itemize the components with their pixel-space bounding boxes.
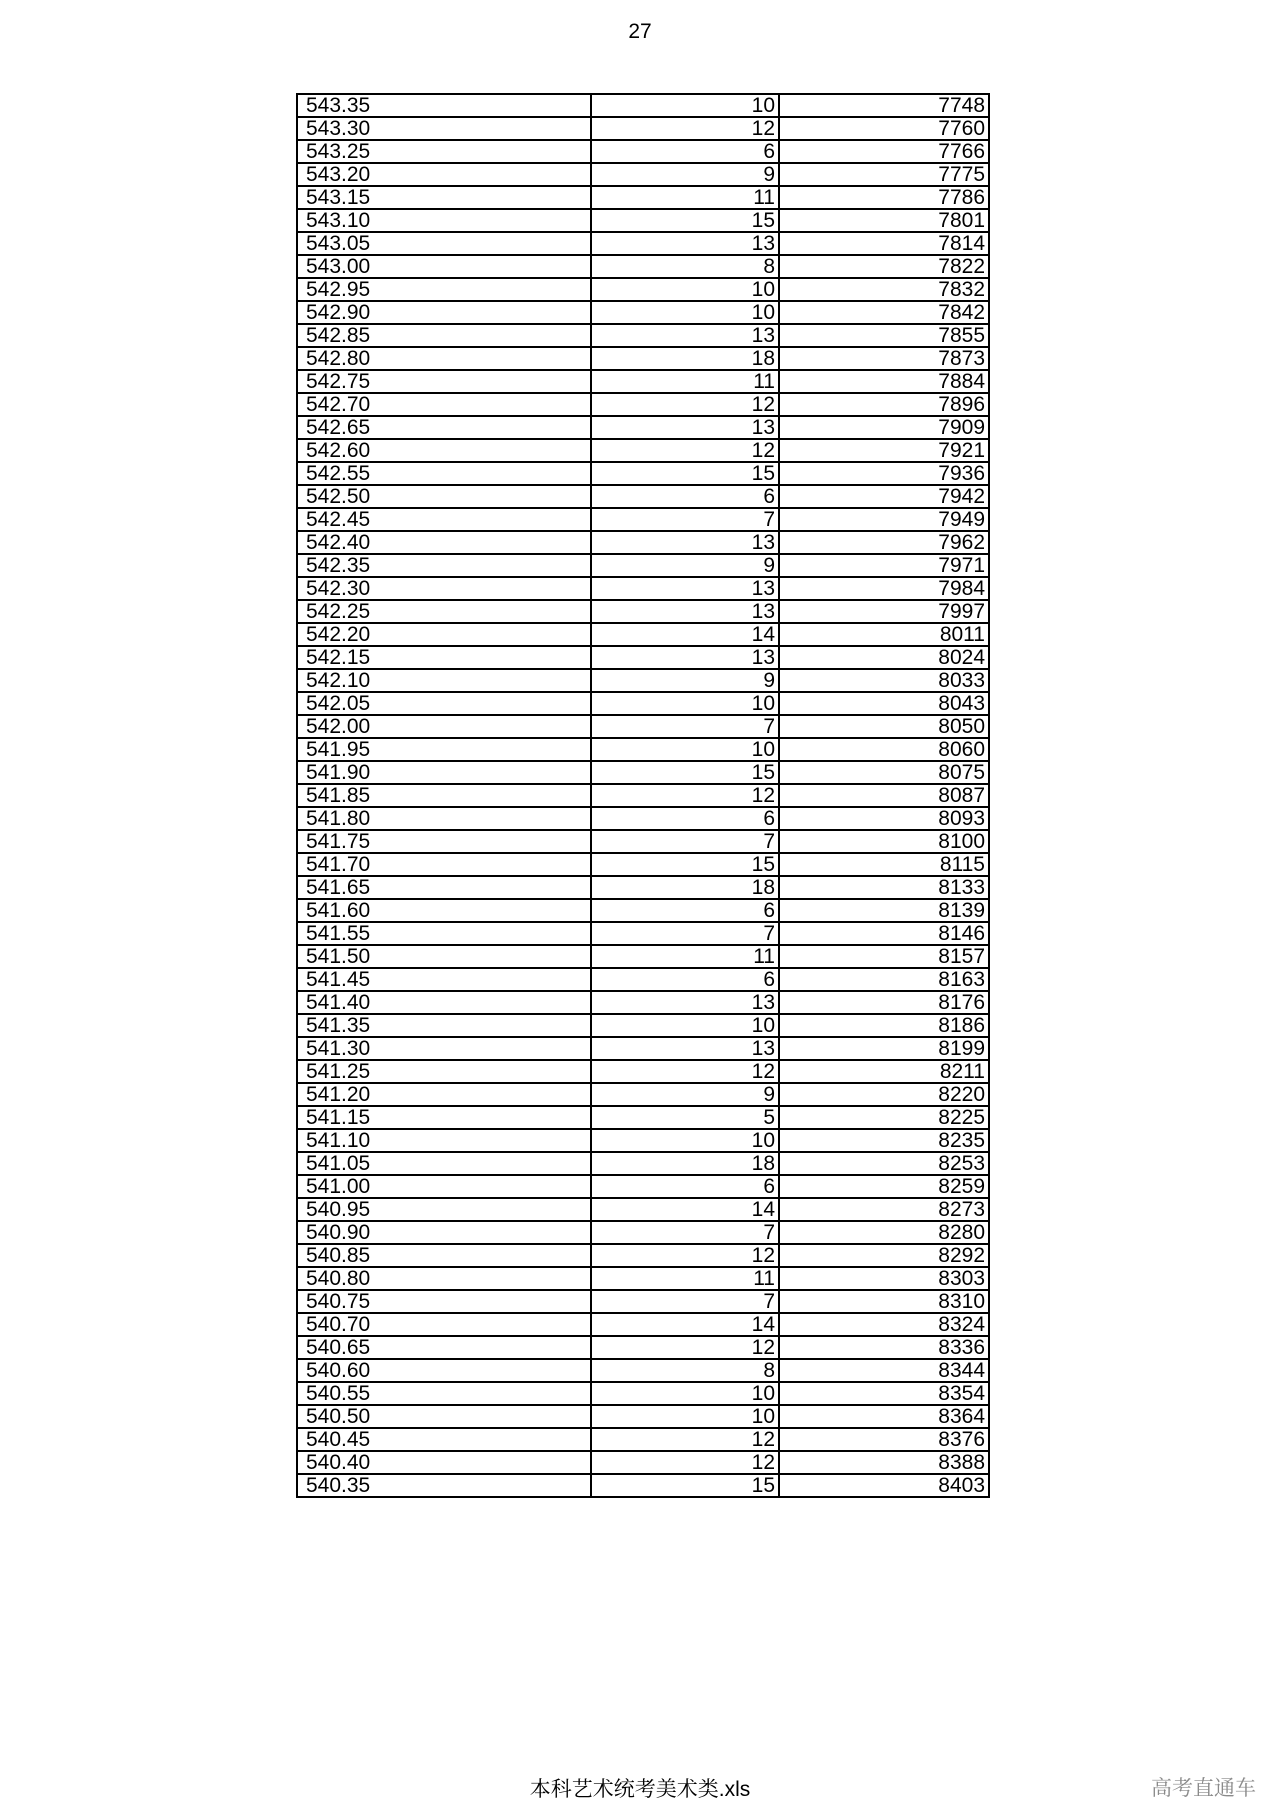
table-row: [297, 1359, 989, 1382]
cumulative-cell: 8344: [779, 1359, 989, 1382]
score-cell: 541.25: [297, 1060, 591, 1083]
cumulative-cell: 8259: [779, 1175, 989, 1198]
score-distribution-table: [296, 93, 990, 1498]
cumulative-cell: 8133: [779, 876, 989, 899]
count-cell: 10: [591, 1129, 779, 1152]
score-cell: 540.40: [297, 1451, 591, 1474]
count-cell: 12: [591, 1451, 779, 1474]
table-row: [297, 1175, 989, 1198]
cumulative-cell: 8033: [779, 669, 989, 692]
count-cell: 10: [591, 1382, 779, 1405]
table-row: [297, 255, 989, 278]
score-cell: 542.95: [297, 278, 591, 301]
cumulative-cell: 8043: [779, 692, 989, 715]
cumulative-cell: 8280: [779, 1221, 989, 1244]
count-cell: 6: [591, 485, 779, 508]
cumulative-cell: 8011: [779, 623, 989, 646]
score-cell: 541.40: [297, 991, 591, 1014]
count-cell: 12: [591, 1428, 779, 1451]
table-row: [297, 646, 989, 669]
score-cell: 542.20: [297, 623, 591, 646]
cumulative-cell: 7786: [779, 186, 989, 209]
cumulative-cell: 7997: [779, 600, 989, 623]
count-cell: 11: [591, 945, 779, 968]
score-cell: 543.35: [297, 94, 591, 117]
cumulative-cell: 8093: [779, 807, 989, 830]
cumulative-cell: 8376: [779, 1428, 989, 1451]
count-cell: 13: [591, 646, 779, 669]
count-cell: 15: [591, 209, 779, 232]
table-row: [297, 807, 989, 830]
table-row: [297, 117, 989, 140]
cumulative-cell: 8324: [779, 1313, 989, 1336]
table-row: [297, 140, 989, 163]
cumulative-cell: 7949: [779, 508, 989, 531]
table-row: [297, 692, 989, 715]
count-cell: 18: [591, 347, 779, 370]
score-cell: 540.45: [297, 1428, 591, 1451]
table-row: [297, 416, 989, 439]
count-cell: 7: [591, 922, 779, 945]
count-cell: 13: [591, 324, 779, 347]
score-cell: 542.80: [297, 347, 591, 370]
table-row: [297, 232, 989, 255]
cumulative-cell: 8273: [779, 1198, 989, 1221]
table-row: [297, 945, 989, 968]
count-cell: 10: [591, 1014, 779, 1037]
table-row: [297, 186, 989, 209]
count-cell: 13: [591, 531, 779, 554]
cumulative-cell: 7936: [779, 462, 989, 485]
score-cell: 542.00: [297, 715, 591, 738]
table-row: [297, 1428, 989, 1451]
score-cell: 541.15: [297, 1106, 591, 1129]
cumulative-cell: 7984: [779, 577, 989, 600]
score-cell: 541.60: [297, 899, 591, 922]
table-row: [297, 922, 989, 945]
table-row: [297, 991, 989, 1014]
cumulative-cell: 8060: [779, 738, 989, 761]
count-cell: 11: [591, 370, 779, 393]
count-cell: 12: [591, 393, 779, 416]
cumulative-cell: 8100: [779, 830, 989, 853]
score-cell: 541.55: [297, 922, 591, 945]
cumulative-cell: 8211: [779, 1060, 989, 1083]
score-cell: 542.55: [297, 462, 591, 485]
count-cell: 12: [591, 439, 779, 462]
table-row: [297, 278, 989, 301]
score-cell: 541.45: [297, 968, 591, 991]
table-row: [297, 531, 989, 554]
table-row: [297, 1267, 989, 1290]
count-cell: 10: [591, 1405, 779, 1428]
cumulative-cell: 8139: [779, 899, 989, 922]
watermark-text: 高考直通车: [1151, 1777, 1256, 1800]
count-cell: 13: [591, 416, 779, 439]
table-row: [297, 1244, 989, 1267]
count-cell: 12: [591, 1060, 779, 1083]
table-row: [297, 209, 989, 232]
cumulative-cell: 7801: [779, 209, 989, 232]
score-cell: 542.45: [297, 508, 591, 531]
cumulative-cell: 8087: [779, 784, 989, 807]
table-row: [297, 738, 989, 761]
count-cell: 6: [591, 140, 779, 163]
cumulative-cell: 8303: [779, 1267, 989, 1290]
score-cell: 540.55: [297, 1382, 591, 1405]
score-cell: 540.75: [297, 1290, 591, 1313]
cumulative-cell: 7873: [779, 347, 989, 370]
cumulative-cell: 8292: [779, 1244, 989, 1267]
cumulative-cell: 8388: [779, 1451, 989, 1474]
count-cell: 7: [591, 508, 779, 531]
cumulative-cell: 8336: [779, 1336, 989, 1359]
count-cell: 14: [591, 1313, 779, 1336]
score-cell: 541.00: [297, 1175, 591, 1198]
count-cell: 18: [591, 876, 779, 899]
table-row: [297, 94, 989, 117]
count-cell: 13: [591, 1037, 779, 1060]
table-row: [297, 830, 989, 853]
table-row: [297, 899, 989, 922]
cumulative-cell: 8024: [779, 646, 989, 669]
cumulative-cell: 7766: [779, 140, 989, 163]
count-cell: 11: [591, 186, 779, 209]
score-cell: 542.65: [297, 416, 591, 439]
count-cell: 6: [591, 899, 779, 922]
table-row: [297, 393, 989, 416]
table-row: [297, 1152, 989, 1175]
score-cell: 542.70: [297, 393, 591, 416]
score-cell: 540.65: [297, 1336, 591, 1359]
cumulative-cell: 8403: [779, 1474, 989, 1497]
table-row: [297, 761, 989, 784]
table-row: [297, 508, 989, 531]
cumulative-cell: 8157: [779, 945, 989, 968]
score-cell: 543.00: [297, 255, 591, 278]
count-cell: 9: [591, 163, 779, 186]
cumulative-cell: 8354: [779, 1382, 989, 1405]
count-cell: 15: [591, 462, 779, 485]
page-number: 27: [628, 20, 652, 43]
cumulative-cell: 7855: [779, 324, 989, 347]
count-cell: 13: [591, 232, 779, 255]
score-cell: 543.25: [297, 140, 591, 163]
cumulative-cell: 7814: [779, 232, 989, 255]
table-row: [297, 577, 989, 600]
cumulative-cell: 8199: [779, 1037, 989, 1060]
table-row: [297, 1474, 989, 1497]
count-cell: 18: [591, 1152, 779, 1175]
score-cell: 542.10: [297, 669, 591, 692]
score-cell: 541.20: [297, 1083, 591, 1106]
cumulative-cell: 7760: [779, 117, 989, 140]
table-row: [297, 784, 989, 807]
cumulative-cell: 8075: [779, 761, 989, 784]
score-cell: 542.50: [297, 485, 591, 508]
count-cell: 8: [591, 1359, 779, 1382]
cumulative-cell: 7962: [779, 531, 989, 554]
count-cell: 10: [591, 301, 779, 324]
score-cell: 542.15: [297, 646, 591, 669]
count-cell: 11: [591, 1267, 779, 1290]
cumulative-cell: 8146: [779, 922, 989, 945]
cumulative-cell: 8225: [779, 1106, 989, 1129]
count-cell: 9: [591, 1083, 779, 1106]
table-row: [297, 485, 989, 508]
table-row: [297, 1106, 989, 1129]
score-cell: 540.95: [297, 1198, 591, 1221]
cumulative-cell: 8220: [779, 1083, 989, 1106]
count-cell: 12: [591, 117, 779, 140]
table-row: [297, 462, 989, 485]
table-row: [297, 1014, 989, 1037]
score-cell: 540.80: [297, 1267, 591, 1290]
cumulative-cell: 8163: [779, 968, 989, 991]
table-row: [297, 1405, 989, 1428]
count-cell: 5: [591, 1106, 779, 1129]
table-row: [297, 163, 989, 186]
score-cell: 542.35: [297, 554, 591, 577]
count-cell: 6: [591, 807, 779, 830]
score-cell: 541.10: [297, 1129, 591, 1152]
cumulative-cell: 7909: [779, 416, 989, 439]
table-row: [297, 669, 989, 692]
score-cell: 541.90: [297, 761, 591, 784]
score-cell: 541.05: [297, 1152, 591, 1175]
cumulative-cell: 7921: [779, 439, 989, 462]
cumulative-cell: 7896: [779, 393, 989, 416]
score-cell: 541.85: [297, 784, 591, 807]
table-row: [297, 301, 989, 324]
score-cell: 540.60: [297, 1359, 591, 1382]
count-cell: 7: [591, 830, 779, 853]
count-cell: 10: [591, 94, 779, 117]
footer-filename: 本科艺术统考美术类.xls: [529, 1778, 751, 1801]
cumulative-cell: 8115: [779, 853, 989, 876]
table-row: [297, 968, 989, 991]
score-cell: 542.90: [297, 301, 591, 324]
count-cell: 10: [591, 738, 779, 761]
count-cell: 6: [591, 1175, 779, 1198]
table-row: [297, 439, 989, 462]
count-cell: 9: [591, 554, 779, 577]
cumulative-cell: 8235: [779, 1129, 989, 1152]
count-cell: 12: [591, 1336, 779, 1359]
score-cell: 541.30: [297, 1037, 591, 1060]
score-cell: 541.35: [297, 1014, 591, 1037]
count-cell: 8: [591, 255, 779, 278]
table-row: [297, 1451, 989, 1474]
table-row: [297, 876, 989, 899]
score-cell: 542.60: [297, 439, 591, 462]
table-row: [297, 1060, 989, 1083]
table-row: [297, 1313, 989, 1336]
table-row: [297, 715, 989, 738]
score-cell: 540.85: [297, 1244, 591, 1267]
cumulative-cell: 7942: [779, 485, 989, 508]
cumulative-cell: 8176: [779, 991, 989, 1014]
count-cell: 9: [591, 669, 779, 692]
table-row: [297, 1037, 989, 1060]
count-cell: 10: [591, 692, 779, 715]
table-row: [297, 623, 989, 646]
count-cell: 7: [591, 1290, 779, 1313]
cumulative-cell: 8310: [779, 1290, 989, 1313]
table-row: [297, 324, 989, 347]
count-cell: 12: [591, 784, 779, 807]
count-cell: 7: [591, 1221, 779, 1244]
score-cell: 543.05: [297, 232, 591, 255]
count-cell: 13: [591, 600, 779, 623]
cumulative-cell: 7775: [779, 163, 989, 186]
table-row: [297, 1382, 989, 1405]
score-cell: 543.15: [297, 186, 591, 209]
score-cell: 541.75: [297, 830, 591, 853]
score-cell: 540.90: [297, 1221, 591, 1244]
count-cell: 15: [591, 853, 779, 876]
count-cell: 10: [591, 278, 779, 301]
table-row: [297, 1221, 989, 1244]
table-row: [297, 347, 989, 370]
cumulative-cell: 7842: [779, 301, 989, 324]
cumulative-cell: 8364: [779, 1405, 989, 1428]
score-cell: 542.05: [297, 692, 591, 715]
score-cell: 543.20: [297, 163, 591, 186]
score-cell: 543.30: [297, 117, 591, 140]
score-table-container: [296, 93, 990, 1498]
cumulative-cell: 7822: [779, 255, 989, 278]
count-cell: 14: [591, 1198, 779, 1221]
count-cell: 7: [591, 715, 779, 738]
table-row: [297, 1129, 989, 1152]
score-cell: 541.80: [297, 807, 591, 830]
table-row: [297, 1336, 989, 1359]
score-cell: 542.75: [297, 370, 591, 393]
count-cell: 12: [591, 1244, 779, 1267]
table-row: [297, 853, 989, 876]
score-cell: 540.35: [297, 1474, 591, 1497]
cumulative-cell: 7832: [779, 278, 989, 301]
score-cell: 542.85: [297, 324, 591, 347]
cumulative-cell: 7971: [779, 554, 989, 577]
count-cell: 13: [591, 577, 779, 600]
table-row: [297, 1198, 989, 1221]
cumulative-cell: 8050: [779, 715, 989, 738]
score-cell: 542.25: [297, 600, 591, 623]
score-cell: 540.50: [297, 1405, 591, 1428]
table-row: [297, 370, 989, 393]
score-cell: 542.40: [297, 531, 591, 554]
score-cell: 540.70: [297, 1313, 591, 1336]
score-cell: 543.10: [297, 209, 591, 232]
cumulative-cell: 7884: [779, 370, 989, 393]
table-row: [297, 554, 989, 577]
count-cell: 14: [591, 623, 779, 646]
table-row: [297, 1083, 989, 1106]
count-cell: 13: [591, 991, 779, 1014]
score-cell: 541.95: [297, 738, 591, 761]
table-row: [297, 1290, 989, 1313]
count-cell: 6: [591, 968, 779, 991]
cumulative-cell: 8253: [779, 1152, 989, 1175]
cumulative-cell: 8186: [779, 1014, 989, 1037]
table-body: [297, 94, 989, 1497]
count-cell: 15: [591, 1474, 779, 1497]
count-cell: 15: [591, 761, 779, 784]
cumulative-cell: 7748: [779, 94, 989, 117]
table-row: [297, 600, 989, 623]
score-cell: 542.30: [297, 577, 591, 600]
score-cell: 541.65: [297, 876, 591, 899]
score-cell: 541.70: [297, 853, 591, 876]
score-cell: 541.50: [297, 945, 591, 968]
